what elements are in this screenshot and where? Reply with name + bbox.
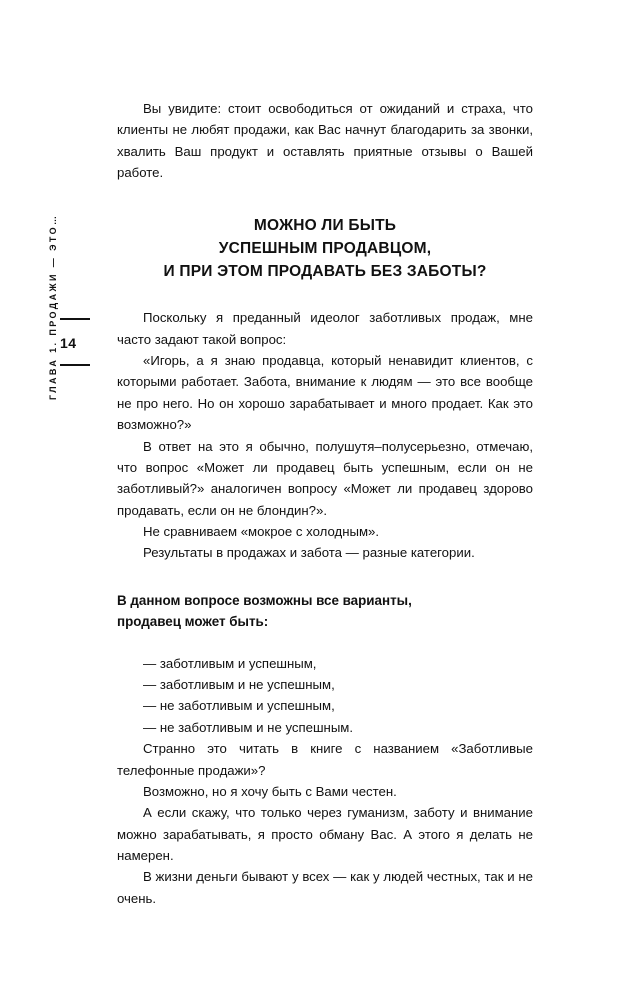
- list-item: — не заботливым и успешным,: [143, 698, 335, 714]
- intro-paragraph: Вы увидите: стоит освободиться от ожиданий и страха, что клиенты не любят продажи, как Вас начнут благодарить за звонки, хвалить Ваш продукт и оставлять приятные отзывы о Вашей работе.: [117, 101, 533, 181]
- chapter-running-head: ГЛАВА 1. ПРОДАЖИ — ЭТО…: [48, 213, 58, 400]
- variants-list: [117, 653, 533, 739]
- body-paragraph: «Игорь, а я знаю продавца, который ненавидит клиентов, с которыми работает. Забота, внимание к людям — это все вообще не про него. Но он хорошо зарабатывает и много продает. Как это возможно?»: [117, 353, 533, 433]
- section-heading-line-2: УСПЕШНЫМ ПРОДАВЦОМ,: [218, 239, 432, 257]
- body-paragraph: В ответ на это я обычно, полушутя–полусерьезно, отмечаю, что вопрос «Может ли продавец быть успешным, если он не заботливый?» аналогичен вопросу «Может ли продавец здорово продавать, если он не блондин?».: [117, 438, 533, 518]
- page-margin-apparatus: [56, 318, 100, 366]
- margin-rule-top: [60, 318, 90, 320]
- emphasis-block: [117, 590, 533, 633]
- body-paragraph: Не сравниваем «мокрое с холодным».: [143, 524, 380, 539]
- list-item: — заботливым и успешным,: [143, 655, 317, 671]
- margin-rule-bottom: [60, 364, 90, 366]
- body-paragraph: А если скажу, что только через гуманизм, заботу и внимание можно зарабатывать, я просто обману Вас. А этого я делать не намерен.: [117, 805, 533, 863]
- emphasis-line-1: В данном вопросе возможны все варианты,: [117, 592, 412, 608]
- section-heading: [117, 214, 533, 284]
- text-column: [117, 98, 533, 909]
- page-number: 14: [60, 335, 77, 351]
- list-item: — заботливым и не успешным,: [143, 677, 335, 692]
- section-heading-line-3: И ПРИ ЭТОМ ПРОДАВАТЬ БЕЗ ЗАБОТЫ?: [163, 263, 487, 280]
- body-paragraph: В жизни деньги бывают у всех — как у людей честных, так и не очень.: [117, 869, 533, 906]
- body-paragraph: Возможно, но я хочу быть с Вами честен.: [143, 783, 397, 799]
- body-paragraph: Поскольку я преданный идеолог заботливых продаж, мне часто задают такой вопрос:: [117, 310, 533, 347]
- emphasis-line-2: продавец может быть:: [117, 614, 269, 630]
- body-paragraph: Результаты в продажах и забота — разные категории.: [143, 545, 475, 561]
- list-item: — не заботливым и не успешным.: [143, 719, 354, 735]
- body-paragraph: Странно это читать в книге с названием «Заботливые телефонные продажи»?: [117, 741, 533, 778]
- section-heading-line-1: МОЖНО ЛИ БЫТЬ: [253, 216, 397, 234]
